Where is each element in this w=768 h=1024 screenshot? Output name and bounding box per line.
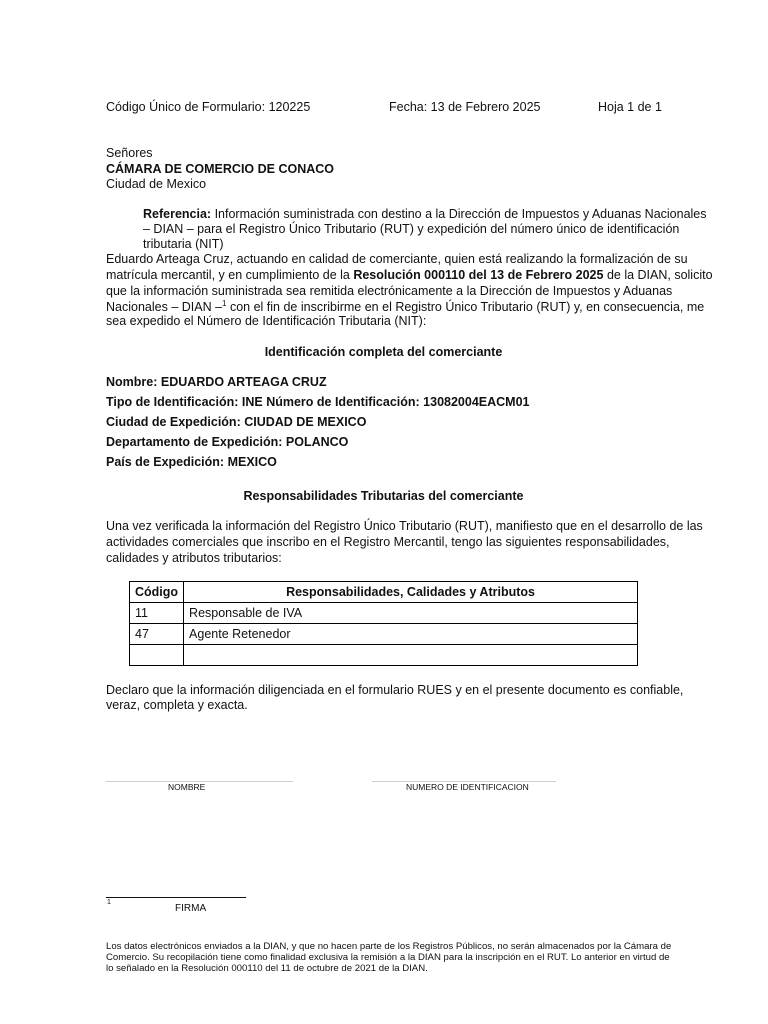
row-description [184, 645, 638, 666]
identification-type: Tipo de Identificación: INE Número de Identificación: 13082004EACM01 [106, 395, 530, 409]
table-row [130, 603, 638, 624]
identification-name: Nombre: EDUARDO ARTEAGA CRUZ [106, 375, 327, 389]
footnote-ref: 1 [222, 299, 227, 308]
row-description: Agente Retenedor [184, 624, 638, 645]
responsibilities-table [129, 581, 638, 666]
row-code: 47 [130, 624, 184, 645]
form-code: Código Único de Formulario: 120225 [106, 100, 311, 114]
id-number-label: NUMERO DE IDENTIFICACION [406, 782, 529, 792]
reference-line-2: – DIAN – para el Registro Único Tributario (RUT) y expedición del número único de identificación [143, 222, 680, 236]
table-header-row [130, 582, 638, 603]
footnote-line-3: lo señalado en la Resolución 000110 del 11 de octubre de 2021 de la DIAN. [106, 963, 428, 975]
identification-city: Ciudad de Expedición: CIUDAD DE MEXICO [106, 415, 367, 429]
table-row [130, 624, 638, 645]
salutation: Señores [106, 146, 153, 160]
reference-block [143, 207, 707, 221]
row-description: Responsable de IVA [184, 603, 638, 624]
reference-line-1: Información suministrada con destino a la Dirección de Impuestos y Aduanas Nacionales [214, 207, 707, 221]
declaration-line-2: veraz, completa y exacta. [106, 698, 248, 712]
row-code: 11 [130, 603, 184, 624]
recipient-organization: CÁMARA DE COMERCIO DE CONACO [106, 162, 335, 176]
declaration-line-1: Declaro que la información diligenciada en el formulario RUES y en el presente documento es confiable, [106, 683, 684, 697]
reference-label: Referencia: [143, 207, 212, 221]
signature-label: FIRMA [175, 903, 207, 914]
body-line-4-b: con el fin de inscribirme en el Registro Único Tributario (RUT) y, en consecuencia, me [226, 300, 705, 315]
footnote-line-2: Comercio. Su recopilación tiene como finalidad exclusiva la remisión a la DIAN para la inscripción en el RUT. Lo anterior en virtud de [106, 952, 670, 964]
body-line-4-a: Nacionales – DIAN – [106, 300, 223, 315]
responsibilities-intro-2: actividades comerciales que inscribo en el Registro Mercantil, tengo las siguientes responsabilidades, [106, 535, 670, 549]
page-number: Hoja 1 de 1 [598, 100, 662, 114]
footnote-separator [106, 897, 246, 898]
identification-heading: Identificación completa del comerciante [264, 345, 503, 359]
footnote-mark: 1 [107, 899, 111, 906]
column-header-code: Código [130, 582, 184, 603]
document-date: Fecha: 13 de Febrero 2025 [389, 100, 541, 114]
body-line-1: Eduardo Arteaga Cruz, actuando en calidad de comerciante, quien está realizando la formalización de su [106, 252, 688, 266]
responsibilities-intro-3: calidades y atributos tributarios: [106, 551, 282, 565]
column-header-description: Responsabilidades, Calidades y Atributos [184, 582, 638, 603]
row-code [130, 645, 184, 666]
footnote-line-1: Los datos electrónicos enviados a la DIAN, y que no hacen parte de los Registros Públicos, no serán almacenados por la Cámara de [106, 941, 672, 952]
body-line-2-c: de la DIAN, solicito [603, 268, 713, 282]
body-line-3: que la información suministrada sea remitida electrónicamente a la Dirección de Impuestos y Aduanas [106, 284, 673, 298]
recipient-city: Ciudad de Mexico [106, 177, 207, 191]
resolution-reference: Resolución 000110 del 13 de Febrero 2025 [353, 268, 604, 282]
table-row [130, 645, 638, 666]
responsibilities-heading: Responsabilidades Tributarias del comerciante [243, 489, 524, 503]
identification-country: País de Expedición: MEXICO [106, 455, 277, 469]
body-line-4 [106, 299, 704, 314]
body-line-2 [106, 268, 713, 282]
body-line-5: sea expedido el Número de Identificación Tributaria (NIT): [106, 314, 427, 328]
responsibilities-intro-1: Una vez verificada la información del Registro Único Tributario (RUT), manifiesto que en el desarrollo de las [106, 519, 703, 533]
body-line-2-a: matrícula mercantil, y en cumplimiento de la [106, 268, 354, 282]
identification-department: Departamento de Expedición: POLANCO [106, 435, 349, 449]
reference-line-3: tributaria (NIT) [143, 237, 224, 251]
footnote-text [106, 941, 672, 975]
name-label: NOMBRE [168, 782, 206, 792]
